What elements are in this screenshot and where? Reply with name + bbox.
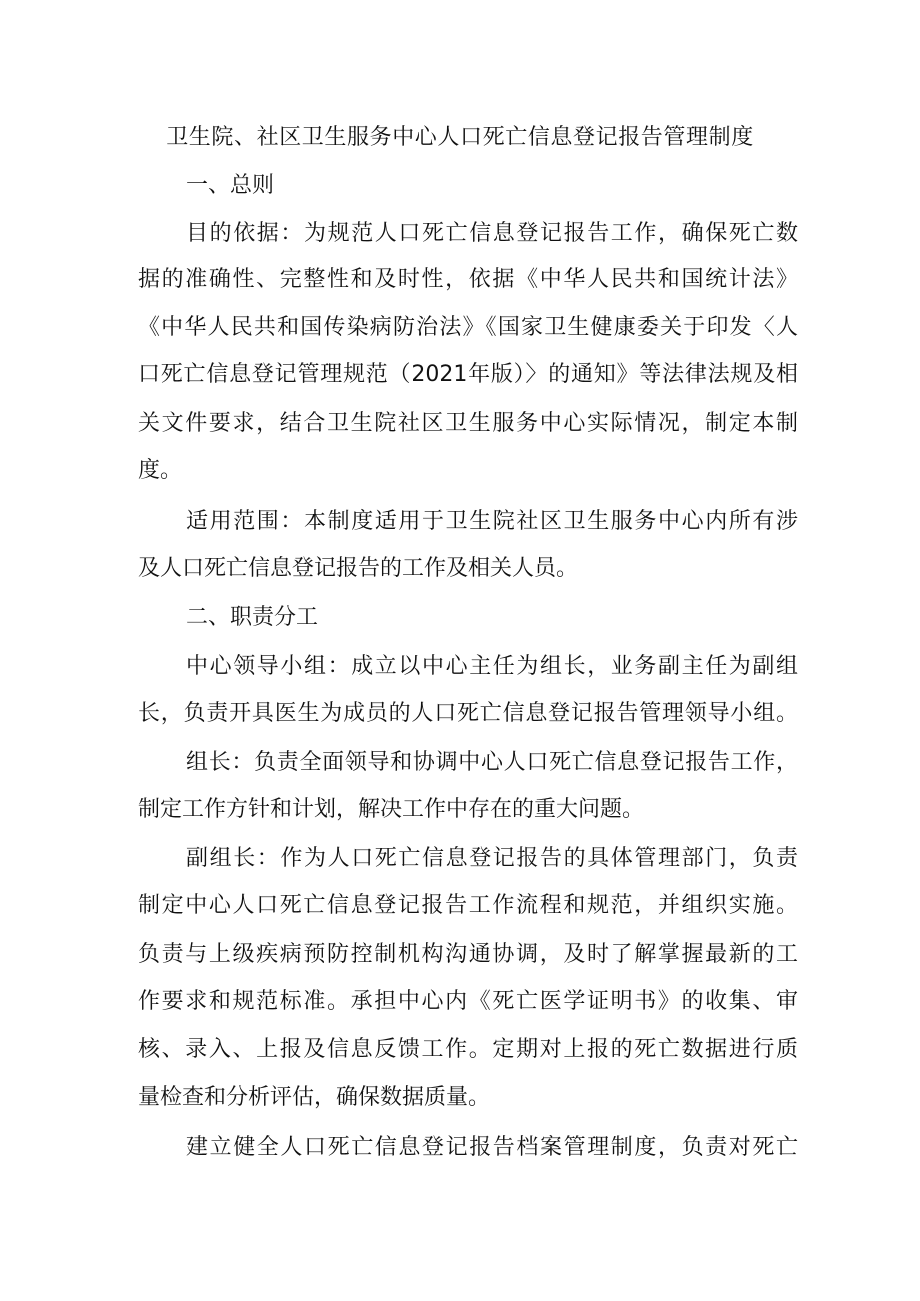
- paragraph-line: 副组长：作为人口死亡信息登记报告的具体管理部门，负责: [186, 846, 798, 871]
- paragraph-line: 目的依据：为规范人口死亡信息登记报告工作，确保死亡数: [186, 221, 798, 246]
- section-heading-duties: 二、职责分工: [186, 605, 319, 630]
- paragraph-line: 组长：负责全面领导和协调中心人口死亡信息登记报告工作，: [186, 750, 798, 775]
- paragraph-line: 作要求和规范标准。承担中心内《死亡医学证明书》的收集、审: [138, 989, 798, 1014]
- paragraph-line: 中心领导小组：成立以中心主任为组长，业务副主任为副组: [186, 654, 798, 679]
- paragraph-line: 制定工作方针和计划，解决工作中存在的重大问题。: [138, 797, 645, 822]
- document-title: 卫生院、社区卫生服务中心人口死亡信息登记报告管理制度: [166, 125, 754, 150]
- paragraph-line: 口死亡信息登记管理规范（2021年版）〉的通知》等法律法规及相: [138, 362, 798, 387]
- paragraph-line: 度。: [138, 458, 183, 483]
- paragraph-line: 关文件要求，结合卫生院社区卫生服务中心实际情况，制定本制: [138, 411, 798, 436]
- paragraph-line: 据的准确性、完整性和及时性，依据《中华人民共和国统计法》: [138, 267, 798, 292]
- paragraph-line: 及人口死亡信息登记报告的工作及相关人员。: [138, 556, 579, 581]
- paragraph-line: 制定中心人口死亡信息登记报告工作流程和规范，并组织实施。: [138, 893, 798, 918]
- paragraph-line: 长，负责开具医生为成员的人口死亡信息登记报告管理领导小组。: [138, 701, 798, 726]
- paragraph-line: 量检查和分析评估，确保数据质量。: [138, 1085, 491, 1110]
- paragraph-line: 《中华人民共和国传染病防治法》《国家卫生健康委关于印发〈人: [138, 315, 798, 340]
- paragraph-line: 建立健全人口死亡信息登记报告档案管理制度，负责对死亡: [186, 1135, 798, 1160]
- section-heading-general: 一、总则: [186, 173, 275, 198]
- paragraph-line: 核、录入、上报及信息反馈工作。定期对上报的死亡数据进行质: [138, 1037, 798, 1062]
- paragraph-line: 负责与上级疾病预防控制机构沟通协调，及时了解掌握最新的工: [138, 942, 798, 967]
- paragraph-line: 适用范围：本制度适用于卫生院社区卫生服务中心内所有涉: [186, 509, 798, 534]
